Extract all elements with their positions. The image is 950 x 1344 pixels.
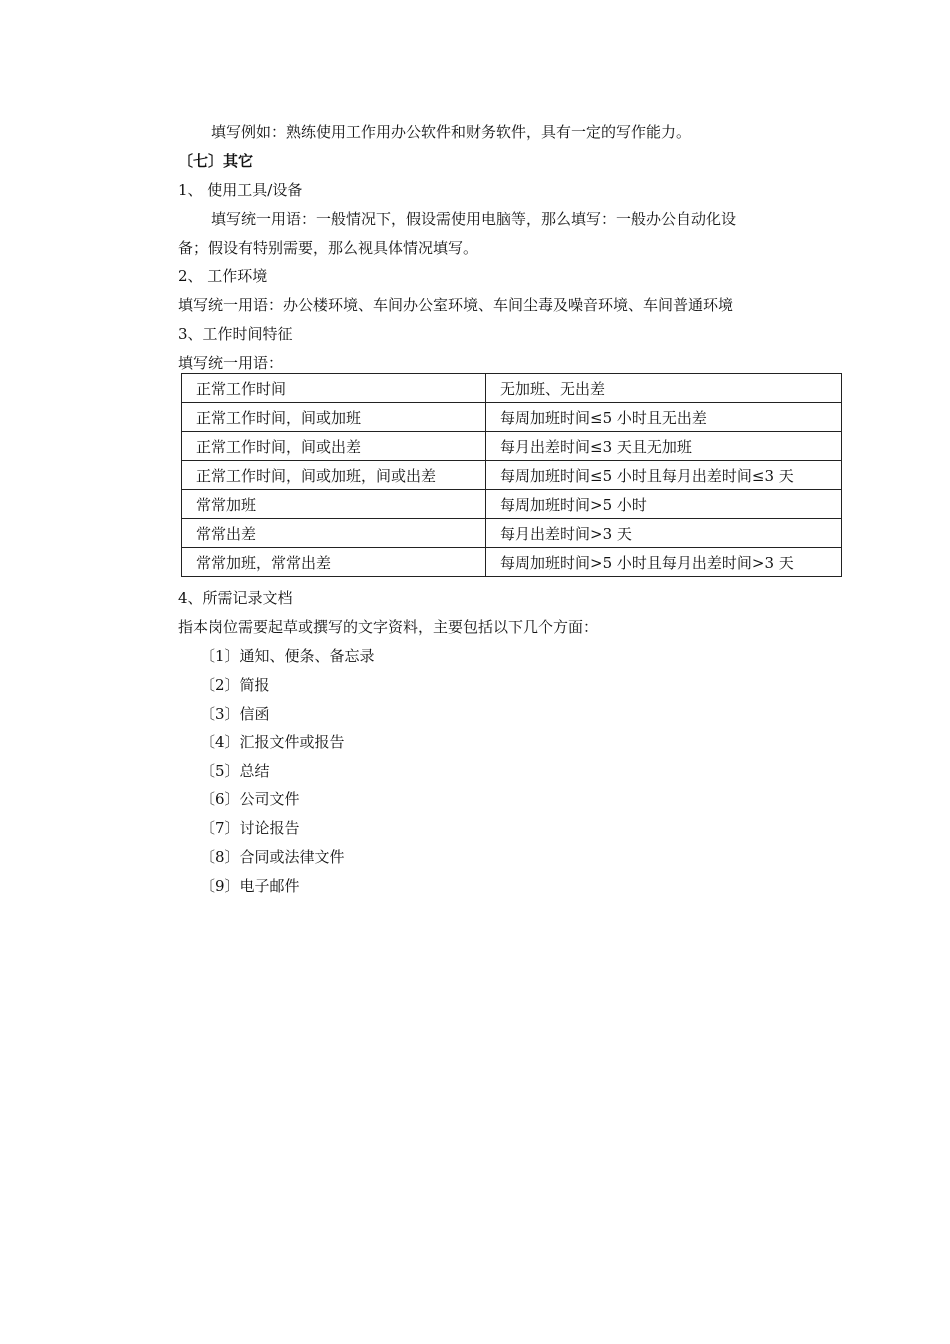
work-time-type-cell: 常常加班 — [182, 490, 486, 519]
list-item: 〔7〕讨论报告 — [200, 819, 300, 837]
work-time-type-cell: 正常工作时间，间或加班 — [182, 403, 486, 432]
work-time-definition-cell: 每周加班时间≤5 小时且每月出差时间≤3 天 — [486, 461, 842, 490]
table-row — [182, 432, 842, 461]
item2-heading: 2、 工作环境 — [178, 267, 268, 285]
item1-heading: 1、 使用工具/设备 — [178, 181, 303, 199]
list-item: 〔2〕简报 — [200, 676, 270, 694]
work-time-type-cell: 常常加班，常常出差 — [182, 548, 486, 577]
work-time-table — [181, 373, 842, 577]
list-item: 〔1〕通知、便条、备忘录 — [200, 647, 375, 665]
item1-text-line2: 备；假设有特别需要，那么视具体情况填写。 — [178, 239, 479, 257]
item2-text: 填写统一用语：办公楼环境、车间办公室环境、车间尘毒及噪音环境、车间普通环境 — [178, 296, 734, 314]
item3-text: 填写统一用语： — [178, 354, 284, 372]
list-item: 〔8〕合同或法律文件 — [200, 848, 345, 866]
work-time-type-cell: 正常工作时间，间或加班，间或出差 — [182, 461, 486, 490]
work-time-definition-cell: 每周加班时间>5 小时 — [486, 490, 842, 519]
work-time-definition-cell: 每月出差时间>3 天 — [486, 519, 842, 548]
table-row — [182, 490, 842, 519]
table-row — [182, 403, 842, 432]
section-title: 〔七〕其它 — [178, 152, 254, 170]
work-time-definition-cell: 每周加班时间>5 小时且每月出差时间>3 天 — [486, 548, 842, 577]
work-time-definition-cell: 每月出差时间≤3 天且无加班 — [486, 432, 842, 461]
work-time-type-cell: 常常出差 — [182, 519, 486, 548]
list-item: 〔6〕公司文件 — [200, 790, 300, 808]
work-time-definition-cell: 每周加班时间≤5 小时且无出差 — [486, 403, 842, 432]
table-row — [182, 519, 842, 548]
list-item: 〔9〕电子邮件 — [200, 877, 300, 895]
table-row — [182, 548, 842, 577]
work-time-type-cell: 正常工作时间 — [182, 374, 486, 403]
item4-heading: 4、所需记录文档 — [178, 589, 293, 607]
table-row — [182, 461, 842, 490]
list-item: 〔5〕总结 — [200, 762, 270, 780]
list-item: 〔3〕信函 — [200, 705, 270, 723]
work-time-definition-cell: 无加班、无出差 — [486, 374, 842, 403]
list-item: 〔4〕汇报文件或报告 — [200, 733, 345, 751]
item1-text-line1: 填写统一用语：一般情况下，假设需使用电脑等，那么填写：一般办公自动化设 — [211, 210, 737, 228]
item3-heading: 3、工作时间特征 — [178, 325, 293, 343]
table-row — [182, 374, 842, 403]
work-time-type-cell: 正常工作时间，间或出差 — [182, 432, 486, 461]
item4-text: 指本岗位需要起草或撰写的文字资料，主要包括以下几个方面： — [178, 618, 599, 636]
fill-example-text: 填写例如：熟练使用工作用办公软件和财务软件，具有一定的写作能力。 — [211, 123, 692, 141]
